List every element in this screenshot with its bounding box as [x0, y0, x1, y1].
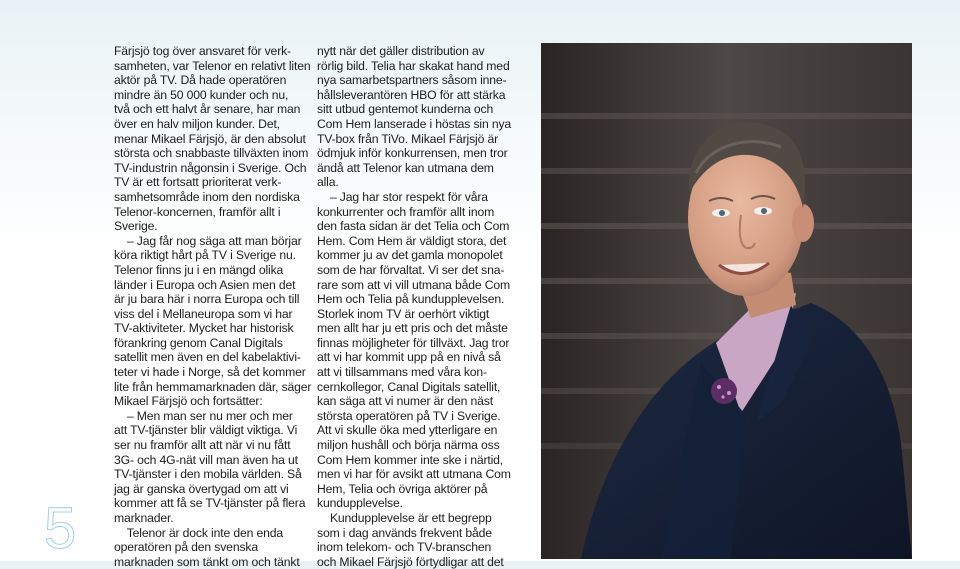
text-line: samheten, var Telenor en relativt liten	[114, 58, 311, 73]
text-line: över en halv miljon kunder. Det,	[114, 116, 280, 131]
text-line: kundupplevelse.	[317, 496, 403, 511]
text-line: rare som att vi vill utmana både Com	[317, 277, 511, 292]
text-line: TV-aktiviteter. Mycket har historisk	[114, 321, 294, 336]
text-line: satellit men även en del kabelaktivi-	[114, 350, 301, 365]
text-line: inom telekom- och TV-branschen	[317, 540, 492, 555]
text-line: konkurrenter och framför allt inom	[317, 204, 495, 219]
text-line: att vi har kommit upp på en nivå så	[317, 350, 501, 365]
text-line: att vi tillsammans med våra kon-	[317, 365, 487, 380]
text-line: teter vi hade i Norge, så det kommer	[114, 365, 306, 380]
portrait-photo	[541, 43, 912, 559]
text-line: marknader.	[114, 511, 174, 525]
text-line: menar Mikael Färjsjö, är den absolut	[114, 131, 306, 146]
article-column-1	[114, 44, 314, 569]
article-column-2	[317, 44, 517, 569]
text-line: nytt när det gäller distribution av	[317, 44, 485, 58]
text-line: rörlig bild. Telia har skakat hand med	[317, 58, 510, 73]
text-line: operatören på den svenska	[114, 540, 258, 555]
text-line: kommer ju av det gamla monopolet	[317, 248, 503, 263]
text-line: mindre än 50 000 kunder och nu,	[114, 87, 289, 102]
text-line: kommer att få se TV-tjänster på flera	[114, 496, 306, 511]
text-line: ändå att Telenor kan utmana dem	[317, 160, 494, 175]
text-line: Hem, Telia och övriga aktörer på	[317, 481, 488, 496]
text-line: viss del i Mellaneuropa som vi har	[114, 306, 293, 321]
text-line: TV-box från TiVo. Mikael Färjsjö är	[317, 131, 499, 146]
text-line: TV-tjänster i den mobila världen. Så	[114, 467, 302, 482]
text-line: Com Hem lanserade i höstas sin nya	[317, 116, 512, 131]
text-line: den fasta sidan är det Telia och Com	[317, 219, 510, 234]
text-line: att TV-tjänster blir väldigt viktiga. Vi	[114, 423, 298, 438]
text-line: som i dag används frekvent både	[317, 525, 492, 540]
text-line: Telenor är dock inte den enda	[114, 525, 283, 540]
text-line: största och snabbaste tillväxten inom	[114, 146, 309, 161]
text-line: ser nu framför allt att när vi nu fått	[114, 438, 291, 453]
text-line: som de har förvaltat. Vi ser det sna-	[317, 262, 505, 277]
text-line: nya samarbetspartners såsom inne-	[317, 73, 507, 88]
text-line: TV-industrin någonsin i Sverige. Och	[114, 160, 307, 175]
text-line: två och ett halvt år senare, har man	[114, 102, 301, 117]
text-line: och Mikael Färjsjö förtydligar att det	[317, 554, 504, 569]
text-line: Hem och Telia på kundupplevelsen.	[317, 292, 505, 307]
page-number: 5	[44, 496, 77, 561]
text-line: Telenor finns ju i en mängd olika	[114, 262, 284, 277]
text-line: förankring genom Canal Digitals	[114, 335, 283, 350]
text-line: Hem. Com Hem är väldigt stora, det	[317, 233, 507, 248]
text-line: marknaden som tänkt om och tänkt	[114, 554, 300, 569]
text-line: – Jag har stor respekt för våra	[317, 189, 488, 204]
text-line: länder i Europa och Asien men det	[114, 277, 296, 292]
text-line: hållsleverantören HBO för att stärka	[317, 87, 506, 102]
text-line: Mikael Färjsjö och fortsätter:	[114, 394, 263, 409]
text-line: TV är ett fortsatt prioriterat verk-	[114, 175, 282, 190]
text-line: men allt har ju ett pris och det måste	[317, 321, 508, 336]
text-line: lite från hemmamarknaden där, säger	[114, 379, 312, 394]
text-line: Färjsjö tog över ansvaret för verk-	[114, 44, 291, 58]
text-line: finnas möjligheter för tillväxt. Jag tror	[317, 335, 510, 350]
text-line: Telenor-koncernen, framför allt i	[114, 204, 281, 219]
text-line: aktör på TV. Då hade operatören	[114, 73, 287, 88]
text-line: alla.	[317, 175, 339, 190]
text-line: – Jag får nog säga att man börjar	[114, 233, 302, 248]
text-line: Att vi skulle öka med ytterligare en	[317, 423, 498, 438]
text-line: Sverige.	[114, 219, 158, 234]
text-line: miljon hushåll och börja närma oss	[317, 438, 500, 453]
text-line: men vi har för avsikt att utmana Com	[317, 467, 511, 482]
text-line: 3G- och 4G-nät vill man även ha ut	[114, 452, 298, 467]
text-line: är ju bara här i norra Europa och till	[114, 292, 300, 307]
text-line: köra riktigt hårt på TV i Sverige nu.	[114, 248, 296, 263]
text-line: Com Hem kommer inte ske i närtid,	[317, 452, 504, 467]
text-line: ödmjuk inför konkurrensen, men tror	[317, 146, 508, 161]
text-line: jag är ganska övertygad om att vi	[114, 481, 289, 496]
text-line: Kundupplevelse är ett begrepp	[317, 511, 492, 525]
text-line: Storlek inom TV är oerhört viktigt	[317, 306, 490, 321]
text-line: cernkollegor, Canal Digitals satellit,	[317, 379, 501, 394]
text-line: största operatören på TV i Sverige.	[317, 408, 501, 423]
text-line: samhetsområde inom den nordiska	[114, 189, 300, 204]
text-line: kan säga att vi numer är den näst	[317, 394, 493, 409]
text-line: – Men man ser nu mer och mer	[114, 408, 293, 423]
text-line: sitt utbud gentemot kunderna och	[317, 102, 494, 117]
